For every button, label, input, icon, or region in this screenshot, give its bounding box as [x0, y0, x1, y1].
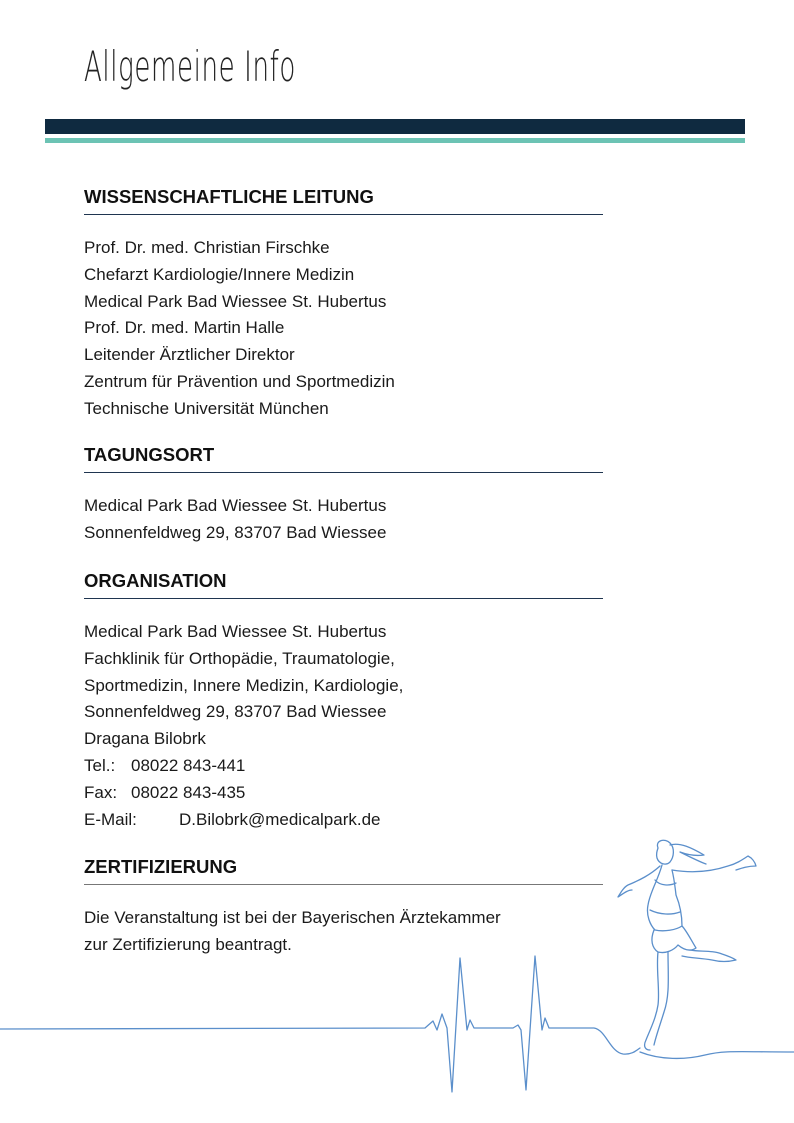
left-arm [672, 856, 756, 872]
text-line: Sonnenfeldweg 29, 83707 Bad Wiessee [84, 522, 387, 542]
section-heading: TAGUNGSORT [84, 444, 603, 473]
text-line: Prof. Dr. med. Martin Halle [84, 318, 285, 338]
head-outline [657, 840, 674, 864]
phone-label: Tel.: [84, 755, 116, 775]
section-heading: ORGANISATION [84, 570, 603, 599]
back-leg [682, 950, 736, 962]
page-title: Allgemeine Info [84, 42, 296, 91]
text-line: Medical Park Bad Wiessee St. Hubertus [84, 622, 387, 641]
text-line: Technische Universität München [84, 398, 329, 418]
text-line: Medical Park Bad Wiessee St. Hubertus [84, 291, 387, 311]
text-line: Prof. Dr. med. Christian Firschke [84, 238, 330, 257]
section-heading: WISSENSCHAFTLICHE LEITUNG [84, 186, 603, 215]
text-line: zur Zertifizierung beantragt. [84, 934, 292, 954]
right-arm [618, 866, 660, 897]
text-line: Sonnenfeldweg 29, 83707 Bad Wiessee [84, 702, 387, 722]
heartbeat-runner-illustration [0, 830, 794, 1100]
email-link[interactable]: D.Bilobrk@medicalpark.de [179, 809, 381, 829]
text-line: Dragana Bilobrk [84, 729, 206, 749]
text-line: Zentrum für Prävention und Sportmedizin [84, 371, 395, 391]
fax-line [84, 780, 603, 807]
torso [647, 865, 682, 931]
phone-line [84, 753, 603, 780]
heartbeat-line [0, 956, 640, 1092]
phone-number: 08022 843-441 [131, 755, 246, 775]
text-line: Sportmedizin, Innere Medizin, Kardiologie, [84, 675, 404, 695]
fax-number: 08022 843-435 [131, 782, 246, 802]
section-wissenschaftliche-leitung [84, 186, 603, 423]
text-line: Fachklinik für Orthopädie, Traumatologie, [84, 648, 395, 668]
section-heading: ZERTIFIZIERUNG [84, 856, 603, 885]
email-label: E-Mail: [84, 809, 137, 829]
section-tagungsort [84, 444, 603, 547]
ground-line [640, 1052, 794, 1059]
text-line: Die Veranstaltung ist bei der Bayerischen Ärztekammer [84, 908, 501, 927]
ponytail [670, 844, 706, 864]
text-line: Chefarzt Kardiologie/Innere Medizin [84, 264, 355, 284]
header-band-dark [45, 119, 745, 134]
header-band-teal [45, 138, 745, 143]
text-line: Leitender Ärztlicher Direktor [84, 345, 295, 365]
section-organisation [84, 570, 603, 833]
fax-label: Fax: [84, 782, 118, 802]
text-line: Medical Park Bad Wiessee St. Hubertus [84, 496, 387, 515]
